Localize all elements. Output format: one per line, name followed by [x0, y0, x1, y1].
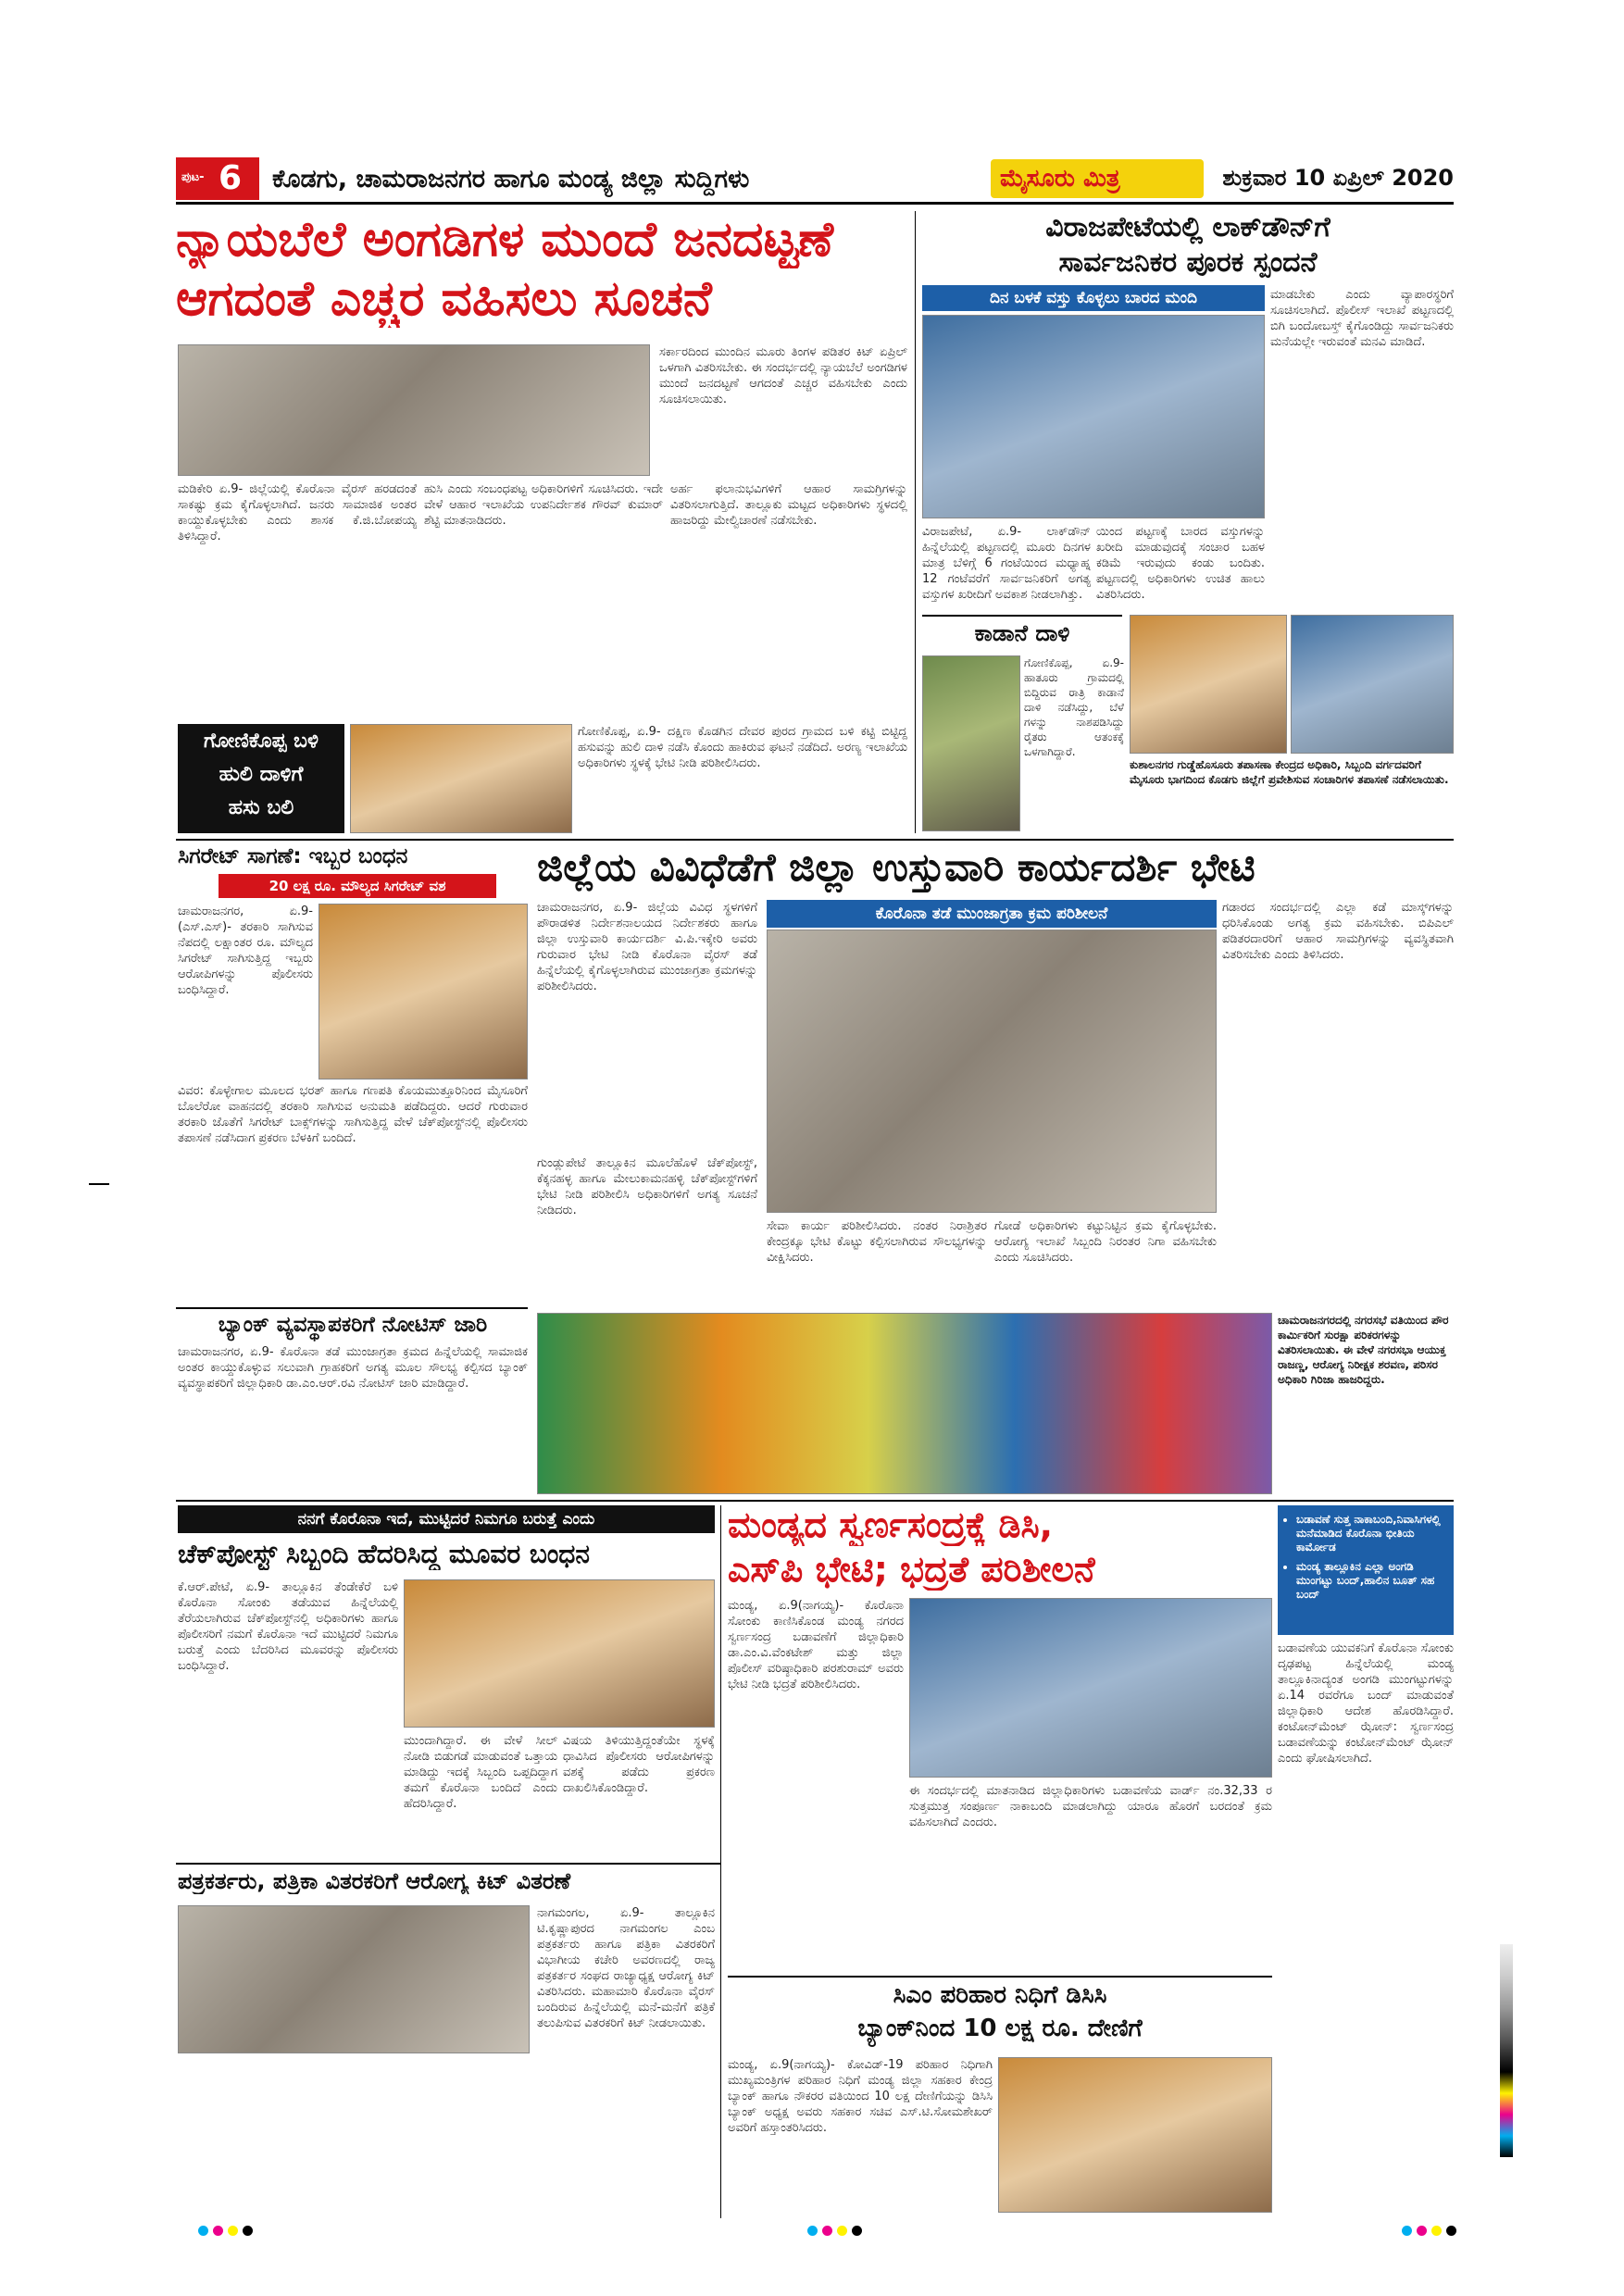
story6-col-e: ಗೋಡೆ ಅಧಿಕಾರಿಗಳು ಕಟ್ಟುನಿಟ್ಟಿನ ಕ್ರಮ ಕೈಗೊಳ್ಳಬೇಕು. ಆರೋಗ್ಯ ಇಲಾಖೆ ಸಿಬ್ಬಂದಿ ನಿರಂತರ ನಿಗಾ ವಹಿಸಬೇಕು ಎಂದು ಸೂಚಿಸಿದರು. [994, 1219, 1217, 1265]
registration-dot-icon [228, 2226, 238, 2236]
story6-banner: ಕೊರೊನಾ ತಡೆ ಮುಂಜಾಗ್ರತಾ ಕ್ರಮ ಪರಿಶೀಲನೆ [767, 900, 1217, 928]
story11-headline: ಪತ್ರಕರ್ತರು, ಪತ್ರಿಕಾ ವಿತರಕರಿಗೆ ಆರೋಗ್ಯ ಕಿಟ್ ವಿತರಣೆ [178, 1868, 571, 1894]
story12-text: ಮಂಡ್ಯ, ಏ.9(ನಾಗಯ್ಯ)- ಕೋವಿಡ್-19 ಪರಿಹಾರ ನಿಧಿಗಾಗಿ ಮುಖ್ಯಮಂತ್ರಿಗಳ ಪರಿಹಾರ ನಿಧಿಗೆ ಮಂಡ್ಯ ಜಿಲ್ಲಾ ಸಹಕಾರ ಕೇಂದ್ರ ಬ್ಯಾಂಕ್ ಹಾಗೂ ನೌಕರರ ವತಿಯಿಂದ 10 ಲಕ್ಷ ದೇಣಿಗೆಯನ್ನು ಡಿಸಿಸಿ ಬ್ಯಾಂಕ್ ಅಧ್ಯಕ್ಷ ಅವರು ಸಹಕಾರ ಸಚಿವ ಎಸ್.ಟಿ.ಸೋಮಶೇಖರ್ ಅವರಿಗೆ ಹಸ್ತಾಂತರಿಸಿದರು. [728, 2058, 993, 2135]
story-divider-vertical [915, 211, 916, 833]
story6-col-d: ಸೇವಾ ಕಾರ್ಯ ಪರಿಶೀಲಿಸಿದರು. ನಂತರ ನಿರಾಶ್ರಿತರ ಕೇಂದ್ರಕ್ಕೂ ಭೇಟಿ ಕೊಟ್ಟು ಕಲ್ಪಿಸಲಾಗಿರುವ ಸೌಲಭ್ಯಗಳನ್ನು ವೀಕ್ಷಿಸಿದರು. [767, 1219, 987, 1265]
section-rule-4 [176, 1863, 720, 1865]
story2-headline-1: ವಿರಾಜಪೇಟೆಯಲ್ಲಿ ಲಾಕ್‌ಡೌನ್‌ಗೆ [1045, 211, 1330, 243]
story1-photo [178, 344, 650, 476]
story1-headline-1: ನ್ಯಾಯಬೆಲೆ ಅಂಗಡಿಗಳ ಮುಂದೆ ಜನದಟ್ಟಣೆ [176, 212, 834, 268]
story10-col-b: ಈ ಸಂದರ್ಭದಲ್ಲಿ ಮಾತನಾಡಿದ ಜಿಲ್ಲಾಧಿಕಾರಿಗಳು ಬಡಾವಣೆಯ ವಾರ್ಡ್ ನಂ.32,33 ರ ಸುತ್ತಮುತ್ತ ಸಂಪೂರ್ಣ ನಾಕಾಬಂದಿ ಮಾಡಲಾಗಿದ್ದು ಯಾರೂ ಹೊರಗೆ ಬರದಂತೆ ಕ್ರಮ ವಹಿಸಲಾಗಿದೆ ಎಂದರು. [909, 1784, 1272, 1829]
story10-col-a: ಮಂಡ್ಯ, ಏ.9(ನಾಗಯ್ಯ)- ಕೊರೊನಾ ಸೋಂಕು ಕಾಣಿಸಿಕೊಂಡ ಮಂಡ್ಯ ನಗರದ ಸ್ವರ್ಣಸಂದ್ರ ಬಡಾವಣೆಗೆ ಜಿಲ್ಲಾಧಿಕಾರಿ ಡಾ.ಎಂ.ವಿ.ವೆಂಕಟೇಶ್ ಮತ್ತು ಜಿಲ್ಲಾ ಪೊಲೀಸ್ ವರಿಷ್ಠಾಧಿಕಾರಿ ಪರಶುರಾಮ್ ಅವರು ಭೇಟಿ ನೀಡಿ ಭದ್ರತೆ ಪರಿಶೀಲಿಸಿದರು. [728, 1599, 904, 1691]
story-divider-vertical-2 [720, 1505, 721, 2218]
registration-dots-center [807, 2222, 891, 2235]
masthead [991, 159, 1204, 198]
masthead-title: ಮೈಸೂರು ಮಿತ್ರ [1000, 165, 1120, 193]
registration-dot-icon [198, 2226, 208, 2236]
page-label: ಪುಟ- [181, 170, 205, 184]
page-number-box [176, 157, 259, 200]
story8-photo [537, 1313, 1272, 1494]
story9-photo [404, 1579, 715, 1728]
story2-photo [922, 315, 1265, 518]
story3-checkpost-photo-2 [1291, 615, 1454, 754]
registration-dots-right [1402, 2222, 1485, 2235]
registration-dots-left [198, 2222, 281, 2235]
story4-photo [350, 724, 572, 833]
story3-photo [922, 655, 1020, 831]
story5-banner: 20 ಲಕ್ಷ ರೂ. ಮೌಲ್ಯದ ಸಿಗರೇಟ್ ವಶ [219, 874, 496, 898]
page-date: ಶುಕ್ರವಾರ 10 ಏಪ್ರಿಲ್ 2020 [1222, 165, 1454, 191]
story12-headline-1: ಸಿಎಂ ಪರಿಹಾರ ನಿಧಿಗೆ ಡಿಸಿಸಿ [893, 1981, 1107, 2009]
story1-col-c: ಹುಸಿ ಎಂದು ಸಂಬಂಧಪಟ್ಟ ಅಧಿಕಾರಿಗಳಿಗೆ ಸೂಚಿಸಿದರು. ಇದೇ ವೇಳೆ ಆಹಾರ ಇಲಾಖೆಯ ಉಪನಿರ್ದೇಶಕ ಗೌರವ್ ಕುಮಾರ್ ಶೆಟ್ಟಿ ಮಾತನಾಡಿದರು. [424, 482, 663, 528]
story12-photo [998, 2057, 1272, 2213]
story12-headline-box [728, 1981, 1272, 2052]
registration-dot-icon [807, 2226, 818, 2236]
page-header [176, 157, 1454, 200]
story4-headline-box [178, 724, 344, 833]
registration-dot-icon [852, 2226, 862, 2236]
story2-col-a: ವಿರಾಜಪೇಟೆ, ಏ.9- ಲಾಕ್‌ಡೌನ್ ಹಿನ್ನೆಲೆಯಲ್ಲಿ ಪಟ್ಟಣದಲ್ಲಿ ಮೂರು ದಿನಗಳ ಮಾತ್ರ ಬೆಳಿಗ್ಗೆ 6 ಗಂಟೆಯಿಂದ ಮಧ್ಯಾಹ್ನ 12 ಗಂಟೆವರೆಗೆ ಸಾರ್ವಜನಿಕರಿಗೆ ಅಗತ್ಯ ವಸ್ತುಗಳ ಖರೀದಿಗೆ ಅವಕಾಶ ನೀಡಲಾಗಿತ್ತು. [922, 525, 1091, 602]
story9-kicker: ನನಗೆ ಕೊರೊನಾ ಇದೆ, ಮುಟ್ಟಿದರೆ ನಿಮಗೂ ಬರುತ್ತೆ ಎಂದು [178, 1505, 715, 1533]
section-rule-5 [728, 1976, 1272, 1978]
page-number: 6 [219, 159, 243, 197]
story9-col-b: ಮುಂದಾಗಿದ್ದಾರೆ. ಈ ವೇಳೆ ಸೀಲ್ ನೋಡಿ ಬಿಡುಗಡೆ ಮಾಡುವಂತೆ ಒತ್ತಾಯ ಮಾಡಿದ್ದು ಇದಕ್ಕೆ ಸಿಬ್ಬಂದಿ ಒಪ್ಪದಿದ್ದಾಗ ತಮಗೆ ಕೊರೊನಾ ಬಂದಿದೆ ಎಂದು ಹೆದರಿಸಿದ್ದಾರೆ. [404, 1734, 557, 1811]
story12-headline-2: ಬ್ಯಾಂಕ್‌ನಿಂದ 10 ಲಕ್ಷ ರೂ. ದೇಣಿಗೆ [857, 2015, 1143, 2042]
story2-headline-2: ಸಾರ್ವಜನಿಕರ ಪೂರಕ ಸ್ಪಂದನೆ [1058, 246, 1318, 279]
story2-col-c: ಮಾಡಬೇಕು ಎಂದು ವ್ಯಾಪಾರಸ್ಥರಿಗೆ ಸೂಚಿಸಲಾಗಿದೆ. ಪೊಲೀಸ್ ಇಲಾಖೆ ಪಟ್ಟಣದಲ್ಲಿ ಬಿಗಿ ಬಂದೋಬಸ್ತ್ ಕೈಗೊಂಡಿದ್ದು ಸಾರ್ವಜನಿಕರು ಮನೆಯಲ್ಲೇ ಇರುವಂತೆ ಮನವಿ ಮಾಡಿದೆ. [1270, 288, 1454, 349]
story10-bullet-1: • ಬಡಾವಣೆ ಸುತ್ತ ನಾಕಾಬಂದಿ,ನಿವಾಸಿಗಳಲ್ಲಿ ಮನೆಮಾಡಿದ ಕೊರೊನಾ ಭೀತಿಯ ಕಾರ್ಮೋಡ [1296, 1513, 1448, 1554]
story10-headline-2: ಎಸ್‌ಪಿ ಭೇಟಿ; ಭದ್ರತೆ ಪರಿಶೀಲನೆ [728, 1549, 1095, 1590]
registration-dot-icon [213, 2226, 223, 2236]
story4-headline-1: ಗೋಣಿಕೊಪ್ಪ ಬಳಿ [204, 730, 319, 753]
story5-photo [319, 904, 528, 1079]
story5-headline: ಸಿಗರೇಟ್ ಸಾಗಣೆ: ಇಬ್ಬರ ಬಂಧನ [178, 844, 408, 868]
header-rule [176, 202, 1454, 205]
section-rule-3 [176, 1500, 1454, 1502]
story10-photo [909, 1598, 1272, 1778]
story5-col-b: ವಿವರ: ಕೊಳ್ಳೇಗಾಲ ಮೂಲದ ಭರತ್ ಹಾಗೂ ಗಣಪತಿ ಕೊಯಮುತ್ತೂರಿನಿಂದ ಮೈಸೂರಿಗೆ ಬೊಲೆರೋ ವಾಹನದಲ್ಲಿ ತರಕಾರಿ ಸಾಗಿಸುವ ಅನುಮತಿ ಪಡೆದಿದ್ದರು. ಆದರೆ ಗುರುವಾರ ತರಕಾರಿ ಜೊತೆಗೆ ಸಿಗರೇಟ್ ಬಾಕ್ಸ್‌ಗಳನ್ನು ಸಾಗಿಸುತ್ತಿದ್ದ ವೇಳೆ ಚೆಕ್‌ಪೋಸ್ಟ್‌ನಲ್ಲಿ ಪೊಲೀಸರು ತಪಾಸಣೆ ನಡೆಸಿದಾಗ ಪ್ರಕರಣ ಬೆಳಕಿಗೆ ಬಂದಿದೆ. [178, 1084, 528, 1145]
registration-dot-icon [1402, 2226, 1412, 2236]
registration-dot-icon [1417, 2226, 1427, 2236]
story1-col-b: ಮಡಿಕೇರಿ ಏ.9- ಜಿಲ್ಲೆಯಲ್ಲಿ ಕೊರೊನಾ ವೈರಸ್ ಹರಡದಂತೆ ಸಾಕಷ್ಟು ಕ್ರಮ ಕೈಗೊಳ್ಳಲಾಗಿದೆ. ಜನರು ಸಾಮಾಜಿಕ ಅಂತರ ಕಾಯ್ದುಕೊಳ್ಳಬೇಕು ಎಂದು ಶಾಸಕ ಕೆ.ಜಿ.ಬೋಪಯ್ಯ ತಿಳಿಸಿದ್ದಾರೆ. [178, 482, 417, 543]
registration-dot-icon [243, 2226, 253, 2236]
story2-banner: ದಿನ ಬಳಕೆ ವಸ್ತು ಕೊಳ್ಳಲು ಬಾರದ ಮಂದಿ [922, 285, 1265, 311]
registration-dot-icon [1446, 2226, 1456, 2236]
story4-text: ಗೋಣಿಕೊಪ್ಪ, ಏ.9- ದಕ್ಷಿಣ ಕೊಡಗಿನ ದೇವರ ಪುರದ ಗ್ರಾಮದ ಬಳಿ ಕಟ್ಟಿ ಬಿಟ್ಟಿದ್ದ ಹಸುವನ್ನು ಹುಲಿ ದಾಳಿ ನಡೆಸಿ ಕೊಂದು ಹಾಕಿರುವ ಘಟನೆ ನಡೆದಿದೆ. ಅರಣ್ಯ ಇಲಾಖೆಯ ಅಧಿಕಾರಿಗಳು ಸ್ಥಳಕ್ಕೆ ಭೇಟಿ ನೀಡಿ ಪರಿಶೀಲಿಸಿದರು. [578, 725, 907, 770]
story5-col-a: ಚಾಮರಾಜನಗರ, ಏ.9- (ಎಸ್.ಎಸ್)- ತರಕಾರಿ ಸಾಗಿಸುವ ನೆಪದಲ್ಲಿ ಲಕ್ಷಾಂತರ ರೂ. ಮೌಲ್ಯದ ಸಿಗರೇಟ್ ಸಾಗಿಸುತ್ತಿದ್ದ ಇಬ್ಬರು ಆರೋಪಿಗಳನ್ನು ಪೊಲೀಸರು ಬಂಧಿಸಿದ್ದಾರೆ. [178, 905, 313, 997]
story6-col-a: ಚಾಮರಾಜನಗರ, ಏ.9- ಜಿಲ್ಲೆಯ ವಿವಿಧ ಸ್ಥಳಗಳಿಗೆ ಪೌರಾಡಳಿತ ನಿರ್ದೇಶನಾಲಯದ ನಿರ್ದೇಶಕರು ಹಾಗೂ ಜಿಲ್ಲಾ ಉಸ್ತುವಾರಿ ಕಾರ್ಯದರ್ಶಿ ವಿ.ಪಿ.ಇಕ್ಕೇರಿ ಅವರು ಗುರುವಾರ ಭೇಟಿ ನೀಡಿ ಕೊರೊನಾ ವೈರಸ್ ತಡೆ ಹಿನ್ನೆಲೆಯಲ್ಲಿ ಕೈಗೊಳ್ಳಲಾಗಿರುವ ಮುಂಜಾಗ್ರತಾ ಕ್ರಮಗಳನ್ನು ಪರಿಶೀಲಿಸಿದರು. [537, 901, 757, 993]
story8-caption: ಚಾಮರಾಜನಗರದಲ್ಲಿ ನಗರಸಭೆ ವತಿಯಿಂದ ಪೌರ ಕಾರ್ಮಿಕರಿಗೆ ಸುರಕ್ಷಾ ಪರಿಕರಗಳನ್ನು ವಿತರಿಸಲಾಯಿತು. ಈ ವೇಳೆ ನಗರಸಭಾ ಆಯುಕ್ತ ರಾಜಣ್ಣ, ಆರೋಗ್ಯ ನಿರೀಕ್ಷಕ ಶರವಣ, ಪರಿಸರ ಅಧಿಕಾರಿ ಗಿರಿಜಾ ಹಾಜರಿದ್ದರು. [1278, 1314, 1449, 1386]
story4-headline-3: ಹಸು ಬಲಿ [228, 796, 294, 819]
story6-headline: ಜಿಲ್ಲೆಯ ವಿವಿಧೆಡೆಗೆ ಜಿಲ್ಲಾ ಉಸ್ತುವಾರಿ ಕಾರ್ಯದರ್ಶಿ ಭೇಟಿ [537, 844, 1255, 890]
registration-dot-icon [822, 2226, 832, 2236]
story6-col-c: ಗಡಾರದ ಸಂದರ್ಭದಲ್ಲಿ ಎಲ್ಲಾ ಕಡೆ ಮಾಸ್ಕ್‌ಗಳನ್ನು ಧರಿಸಿಕೊಂಡು ಅಗತ್ಯ ಕ್ರಮ ವಹಿಸಬೇಕು. ಬಿಪಿಎಲ್ ಪಡಿತರದಾರರಿಗೆ ಆಹಾರ ಸಾಮಗ್ರಿಗಳನ್ನು ವ್ಯವಸ್ಥಿತವಾಗಿ ವಿತರಿಸಬೇಕು ಎಂದು ತಿಳಿಸಿದರು. [1222, 901, 1454, 962]
story10-bullet-2: • ಮಂಡ್ಯ ತಾಲ್ಲೂಕಿನ ಎಲ್ಲಾ ಅಂಗಡಿ ಮುಂಗಟ್ಟು ಬಂದ್,ಹಾಲಿನ ಬೂತ್ ಸಹ ಬಂದ್ [1296, 1560, 1448, 1602]
story1-headline-2: ಆಗದಂತೆ ಎಚ್ಚರ ವಹಿಸಲು ಸೂಚನೆ [176, 271, 712, 327]
story9-col-a: ಕೆ.ಆರ್.ಪೇಟೆ, ಏ.9- ತಾಲ್ಲೂಕಿನ ತೆಂಡೇಕೆರೆ ಬಳಿ ಕೊರೊನಾ ಸೋಂಕು ತಡೆಯುವ ಹಿನ್ನೆಲೆಯಲ್ಲಿ ತೆರೆಯಲಾಗಿರುವ ಚೆಕ್‌ಪೋಸ್ಟ್‌ನಲ್ಲಿ ಅಧಿಕಾರಿಗಳು ಹಾಗೂ ಪೊಲೀಸರಿಗೆ ನಮಗೆ ಕೊರೊನಾ ಇದೆ ಮುಟ್ಟಿದರೆ ನಿಮಗೂ ಬರುತ್ತೆ ಎಂದು ಬೆದರಿಸಿದ ಮೂವರನ್ನು ಪೊಲೀಸರು ಬಂಧಿಸಿದ್ದಾರೆ. [178, 1580, 398, 1673]
registration-dot-icon [837, 2226, 847, 2236]
story3-checkpost-photo-1 [1130, 615, 1287, 754]
margin-tick-mark [89, 1183, 109, 1185]
story2-col-b: ಯಿಂದ ಪಟ್ಟಣಕ್ಕೆ ಬಾರದ ವಸ್ತುಗಳನ್ನು ಖರೀದಿ ಮಾಡುವುದಕ್ಕೆ ಸಂಚಾರ ಬಹಳ ಕಡಿಮೆ ಇರುವುದು ಕಂಡು ಬಂದಿತು. ಪಟ್ಟಣದಲ್ಲಿ ಅಧಿಕಾರಿಗಳು ಉಚಿತ ಹಾಲು ವಿತರಿಸಿದರು. [1096, 525, 1265, 602]
story10-bullet-list [1296, 1513, 1448, 1602]
section-rule-1 [176, 839, 1454, 841]
story3-headline: ಕಾಡಾನೆ ದಾಳಿ [974, 620, 1070, 646]
story7-text: ಚಾಮರಾಜನಗರ, ಏ.9- ಕೊರೊನಾ ತಡೆ ಮುಂಜಾಗ್ರತಾ ಕ್ರಮದ ಹಿನ್ನೆಲೆಯಲ್ಲಿ ಸಾಮಾಜಿಕ ಅಂತರ ಕಾಯ್ದುಕೊಳ್ಳುವ ಸಲುವಾಗಿ ಗ್ರಾಹಕರಿಗೆ ಅಗತ್ಯ ಮೂಲ ಸೌಲಭ್ಯ ಕಲ್ಪಿಸದ ಬ್ಯಾಂಕ್ ವ್ಯವಸ್ಥಾಪಕರಿಗೆ ಜಿಲ್ಲಾಧಿಕಾರಿ ಡಾ.ಎಂ.ಆರ್.ರವಿ ನೋಟಿಸ್ ಜಾರಿ ಮಾಡಿದ್ದಾರೆ. [178, 1345, 528, 1391]
section-rule-2 [176, 1307, 528, 1309]
story6-col-b: ಗುಂಡ್ಲುಪೇಟೆ ತಾಲ್ಲೂಕಿನ ಮೂಲೆಹೊಳೆ ಚೆಕ್‌ಪೋಸ್ಟ್, ಕೆಕ್ಕನಹಳ್ಳ ಹಾಗೂ ಮೇಲುಕಾಮನಹಳ್ಳಿ ಚೆಕ್‌ಪೋಸ್ಟ್‌ಗಳಿಗೆ ಭೇಟಿ ನೀಡಿ ಪರಿಶೀಲಿಸಿ ಅಧಿಕಾರಿಗಳಿಗೆ ಅಗತ್ಯ ಸೂಚನೆ ನೀಡಿದರು. [537, 1156, 757, 1217]
section-title: ಕೊಡಗು, ಚಾಮರಾಜನಗರ ಹಾಗೂ ಮಂಡ್ಯ ಜಿಲ್ಲಾ ಸುದ್ದಿಗಳು [272, 165, 750, 193]
story10-bullets-box [1278, 1505, 1454, 1635]
story4-headline-2: ಹುಲಿ ದಾಳಿಗೆ [219, 763, 304, 786]
color-calibration-bar-icon [1500, 1944, 1513, 2157]
story11-text: ನಾಗಮಂಗಲ, ಏ.9- ತಾಲ್ಲೂಕಿನ ಟಿ.ಕೃಷ್ಣಾಪುರದ ನಾಗಮಂಗಲ ಎಂಬ ಪತ್ರಕರ್ತರು ಹಾಗೂ ಪತ್ರಿಕಾ ವಿತರಕರಿಗೆ ವಿಭಾಗೀಯ ಕಚೇರಿ ಅವರಣದಲ್ಲಿ ರಾಜ್ಯ ಪತ್ರಕರ್ತರ ಸಂಘದ ರಾಜ್ಯಾಧ್ಯಕ್ಷ ಆರೋಗ್ಯ ಕಿಟ್ ವಿತರಿಸಿದರು. ಮಹಾಮಾರಿ ಕೊರೊನಾ ವೈರಸ್ ಬಂದಿರುವ ಹಿನ್ನೆಲೆಯಲ್ಲಿ ಮನೆ-ಮನೆಗೆ ಪತ್ರಿಕೆ ತಲುಪಿಸುವ ವಿತರಕರಿಗೆ ಕಿಟ್ ನೀಡಲಾಯಿತು. [537, 1906, 715, 2030]
story9-headline: ಚೆಕ್‌ಪೋಸ್ಟ್ ಸಿಬ್ಬಂದಿ ಹೆದರಿಸಿದ್ದ ಮೂವರ ಬಂಧನ [178, 1539, 590, 1569]
story1-col-a: ಸರ್ಕಾರದಿಂದ ಮುಂದಿನ ಮೂರು ತಿಂಗಳ ಪಡಿತರ ಕಿಟ್ ಏಪ್ರಿಲ್ ಒಳಗಾಗಿ ವಿತರಿಸಬೇಕು. ಈ ಸಂದರ್ಭದಲ್ಲಿ ನ್ಯಾಯಬೆಲೆ ಅಂಗಡಿಗಳ ಮುಂದೆ ಜನದಟ್ಟಣೆ ಆಗದಂತೆ ಎಚ್ಚರ ವಹಿಸಬೇಕು ಎಂದು ಸೂಚಿಸಲಾಯಿತು. [659, 345, 907, 406]
story9-col-c: ವಿಷಯ ತಿಳಿಯುತ್ತಿದ್ದಂತೆಯೇ ಸ್ಥಳಕ್ಕೆ ಧಾವಿಸಿದ ಪೊಲೀಸರು ಆರೋಪಿಗಳನ್ನು ವಶಕ್ಕೆ ಪಡೆದು ಪ್ರಕರಣ ದಾಖಲಿಸಿಕೊಂಡಿದ್ದಾರೆ. [563, 1734, 715, 1795]
story6-photo [767, 930, 1217, 1213]
story11-photo [178, 1905, 530, 2053]
story7-headline: ಬ್ಯಾಂಕ್ ವ್ಯವಸ್ಥಾಪಕರಿಗೆ ನೋಟಿಸ್ ಜಾರಿ [218, 1313, 488, 1337]
story3-headline-box [922, 615, 1122, 652]
story3-caption: ಕುಶಾಲನಗರ ಗುಡ್ಡೆಹೊಸೂರು ತಪಾಸಣಾ ಕೇಂದ್ರದ ಅಧಿಕಾರಿ, ಸಿಬ್ಬಂದಿ ವರ್ಗದವರಿಗೆ ಮೈಸೂರು ಭಾಗದಿಂದ ಕೊಡಗು ಜಿಲ್ಲೆಗೆ ಪ್ರವೇಶಿಸುವ ಸಂಚಾರಿಗಳ ತಪಾಸಣೆ ನಡೆಸಲಾಯಿತು. [1130, 758, 1449, 786]
story10-headline-1: ಮಂಡ್ಯದ ಸ್ವರ್ಣಸಂದ್ರಕ್ಕೆ ಡಿಸಿ, [728, 1504, 1054, 1545]
story10-col-c: ಬಡಾವಣೆಯ ಯುವಕನಿಗೆ ಕೊರೊನಾ ಸೋಂಕು ದೃಢಪಟ್ಟ ಹಿನ್ನೆಲೆಯಲ್ಲಿ ಮಂಡ್ಯ ತಾಲ್ಲೂಕಿನಾದ್ಯಂತ ಅಂಗಡಿ ಮುಂಗಟ್ಟುಗಳನ್ನು ಏ.14 ರವರೆಗೂ ಬಂದ್ ಮಾಡುವಂತೆ ಜಿಲ್ಲಾಧಿಕಾರಿ ಆದೇಶ ಹೊರಡಿಸಿದ್ದಾರೆ. ಕಂಟೋನ್‌ಮೆಂಟ್ ಝೋನ್: ಸ್ವರ್ಣಸಂದ್ರ ಬಡಾವಣೆಯನ್ನು ಕಂಟೋನ್‌ಮೆಂಟ್ ಝೋನ್ ಎಂದು ಘೋಷಿಸಲಾಗಿದೆ. [1278, 1641, 1454, 1766]
registration-dot-icon [1431, 2226, 1442, 2236]
story1-col-d: ಅರ್ಹ ಫಲಾನುಭವಿಗಳಿಗೆ ಆಹಾರ ಸಾಮಗ್ರಿಗಳನ್ನು ವಿತರಿಸಲಾಗುತ್ತಿದೆ. ತಾಲ್ಲೂಕು ಮಟ್ಟದ ಅಧಿಕಾರಿಗಳು ಸ್ಥಳದಲ್ಲಿ ಹಾಜರಿದ್ದು ಮೇಲ್ವಿಚಾರಣೆ ನಡೆಸಬೇಕು. [670, 482, 907, 528]
story3-text: ಗೋಣಿಕೊಪ್ಪ, ಏ.9- ಹಾತೂರು ಗ್ರಾಮದಲ್ಲಿ ಬಿದ್ದಿರುವ ರಾತ್ರಿ ಕಾಡಾನೆ ದಾಳಿ ನಡೆಸಿದ್ದು, ಬೆಳೆ ಗಳನ್ನು ನಾಶಪಡಿಸಿದ್ದು ರೈತರು ಆತಂಕಕ್ಕೆ ಒಳಗಾಗಿದ್ದಾರೆ. [1024, 656, 1124, 758]
